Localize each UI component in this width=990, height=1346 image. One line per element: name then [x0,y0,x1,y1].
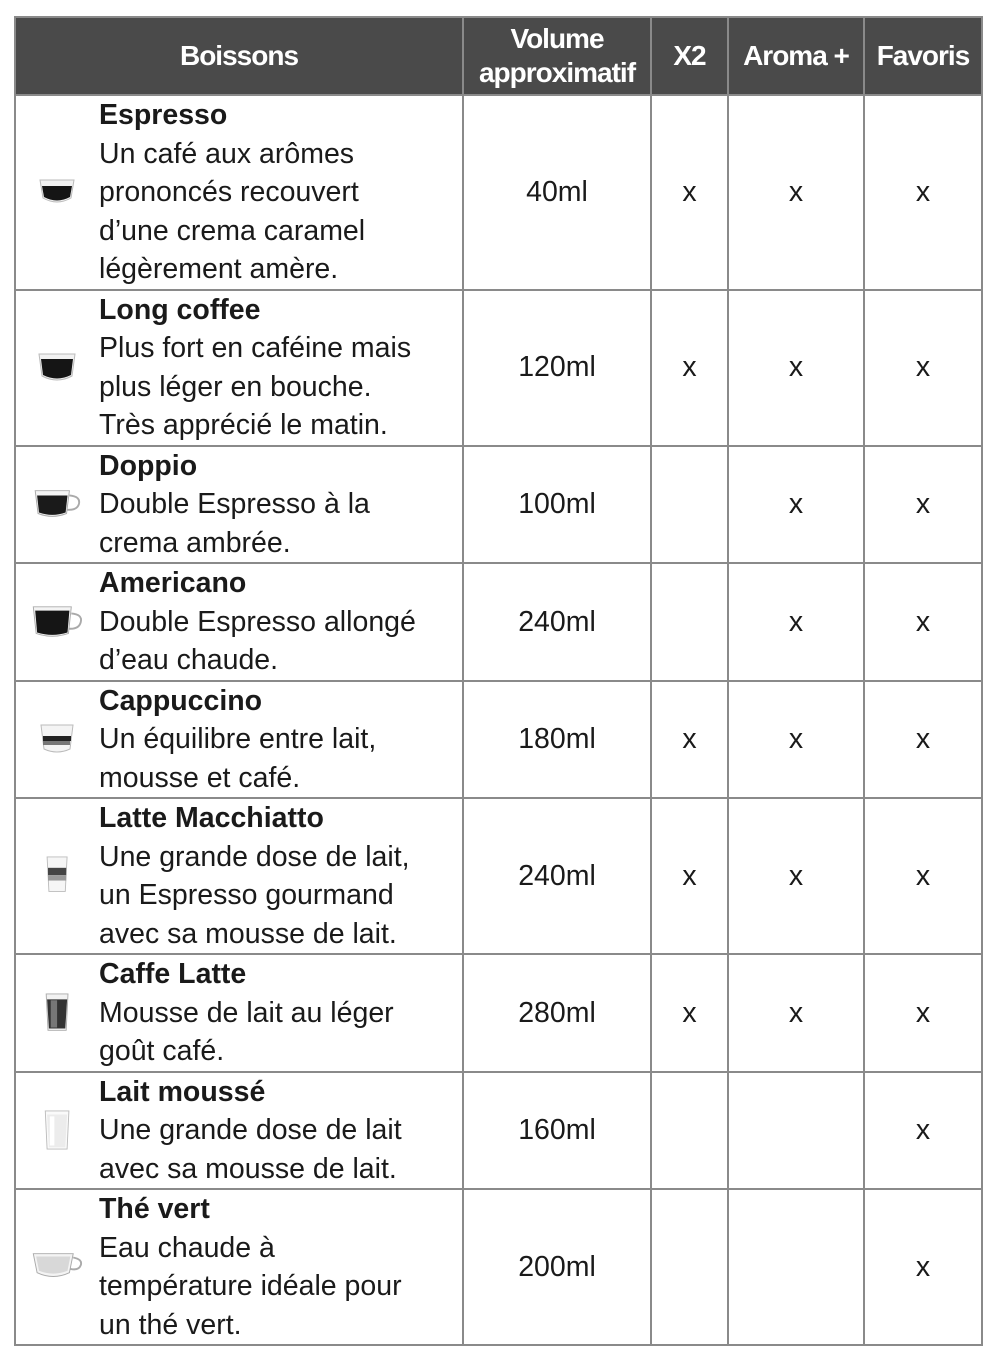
drink-description-line: Un équilibre entre lait, [99,723,377,755]
drink-name: Lait moussé [99,1075,266,1108]
drink-description-cell [99,563,463,681]
favorites-cell: x [864,1189,982,1345]
header-volume-line1: Volume [510,23,604,54]
drink-description-line: Très apprécié le matin. [99,409,388,441]
drink-description-line: Eau chaude à [99,1231,275,1264]
aroma-cell [728,1072,864,1190]
drink-name: Cappuccino [99,684,263,717]
header-drinks: Boissons [15,17,463,95]
x2-cell: x [651,954,728,1072]
header-volume [463,17,651,95]
drink-icon-cell [15,798,99,954]
espresso-cup-icon [36,174,80,210]
latte-macchiato-glass-icon [38,853,78,899]
volume-cell: 120ml [463,290,651,446]
drink-icon-cell [15,290,99,446]
table-row [15,954,982,1072]
cappuccino-cup-icon [36,721,80,757]
drink-description-line: d’eau chaude. [99,644,279,676]
drink-description-line: d’une crema caramel [99,214,366,247]
drink-description-line: goût café. [99,1035,225,1067]
favorites-cell: x [864,954,982,1072]
header-x2: X2 [651,17,728,95]
table-row [15,290,982,446]
drink-description-line: avec sa mousse de lait. [99,1152,397,1185]
x2-cell [651,1072,728,1190]
aroma-cell: x [728,446,864,564]
drink-icon-cell [15,95,99,290]
drink-description-line: un Espresso gourmand [99,879,394,911]
x2-cell [651,1189,728,1345]
drink-icon-cell [15,563,99,681]
drink-description-line: avec sa mousse de lait. [99,917,397,950]
volume-cell: 200ml [463,1189,651,1345]
aroma-cell: x [728,290,864,446]
favorites-cell: x [864,95,982,290]
drink-description-line: mousse et café. [99,761,301,794]
drink-description-line: température idéale pour [99,1270,402,1302]
aroma-cell: x [728,798,864,954]
drink-name: Latte Macchiatto [99,802,324,834]
table-row [15,563,982,681]
favorites-cell: x [864,1072,982,1190]
favorites-cell: x [864,563,982,681]
green-tea-cup-icon [31,1248,85,1286]
aroma-cell [728,1189,864,1345]
table-row [15,95,982,290]
drink-icon-cell [15,681,99,799]
table-row [15,446,982,564]
x2-cell: x [651,95,728,290]
drink-name: Long coffee [99,293,261,326]
favorites-cell: x [864,798,982,954]
volume-cell: 100ml [463,446,651,564]
drink-name: Espresso [99,99,228,131]
drink-description-cell [99,681,463,799]
drink-icon-cell [15,446,99,564]
drink-description-line: Mousse de lait au léger [99,996,394,1029]
drink-description-cell [99,95,463,290]
table-row [15,1072,982,1190]
table-row [15,1189,982,1345]
drink-description-line: un thé vert. [99,1308,242,1341]
header-row [15,17,982,95]
x2-cell [651,563,728,681]
drink-description-cell [99,1072,463,1190]
drink-description-line: légèrement amère. [99,253,339,285]
doppio-cup-icon [31,485,85,523]
header-favorites: Favoris [864,17,982,95]
drink-description-line: Un café aux arômes [99,137,355,170]
drink-description-line: Plus fort en caféine mais [99,332,412,364]
frothed-milk-glass-icon [38,1107,78,1153]
volume-cell: 180ml [463,681,651,799]
volume-cell: 40ml [463,95,651,290]
drink-description-line: crema ambrée. [99,526,291,559]
volume-cell: 240ml [463,563,651,681]
aroma-cell: x [728,681,864,799]
drink-description-line: Double Espresso allongé [99,605,416,638]
volume-cell: 280ml [463,954,651,1072]
table-row [15,798,982,954]
drink-description-cell [99,798,463,954]
volume-cell: 240ml [463,798,651,954]
drink-description-cell [99,1189,463,1345]
drink-description-cell [99,290,463,446]
drink-icon-cell [15,954,99,1072]
favorites-cell: x [864,681,982,799]
drink-name: Doppio [99,449,198,482]
drink-description-line: Une grande dose de lait [99,1114,402,1146]
drink-description-cell [99,954,463,1072]
table-row [15,681,982,799]
x2-cell: x [651,290,728,446]
drink-description-line: Double Espresso à la [99,488,370,520]
volume-cell: 160ml [463,1072,651,1190]
drink-description-line: prononcés recouvert [99,176,359,208]
favorites-cell: x [864,446,982,564]
drink-name: Americano [99,567,247,599]
drink-icon-cell [15,1072,99,1190]
aroma-cell: x [728,563,864,681]
header-aroma: Aroma + [728,17,864,95]
drink-icon-cell [15,1189,99,1345]
drink-description-cell [99,446,463,564]
drink-description-line: Une grande dose de lait, [99,840,410,873]
x2-cell: x [651,681,728,799]
drink-name: Thé vert [99,1193,210,1225]
favorites-cell: x [864,290,982,446]
aroma-cell: x [728,954,864,1072]
drink-name: Caffe Latte [99,958,247,990]
drink-description-line: plus léger en bouche. [99,370,372,403]
x2-cell [651,446,728,564]
drinks-table [14,16,983,1346]
caffe-latte-glass-icon [38,990,78,1036]
long-coffee-cup-icon [36,350,80,386]
x2-cell: x [651,798,728,954]
aroma-cell: x [728,95,864,290]
americano-cup-icon [31,603,85,641]
header-volume-line2: approximatif [478,57,636,88]
